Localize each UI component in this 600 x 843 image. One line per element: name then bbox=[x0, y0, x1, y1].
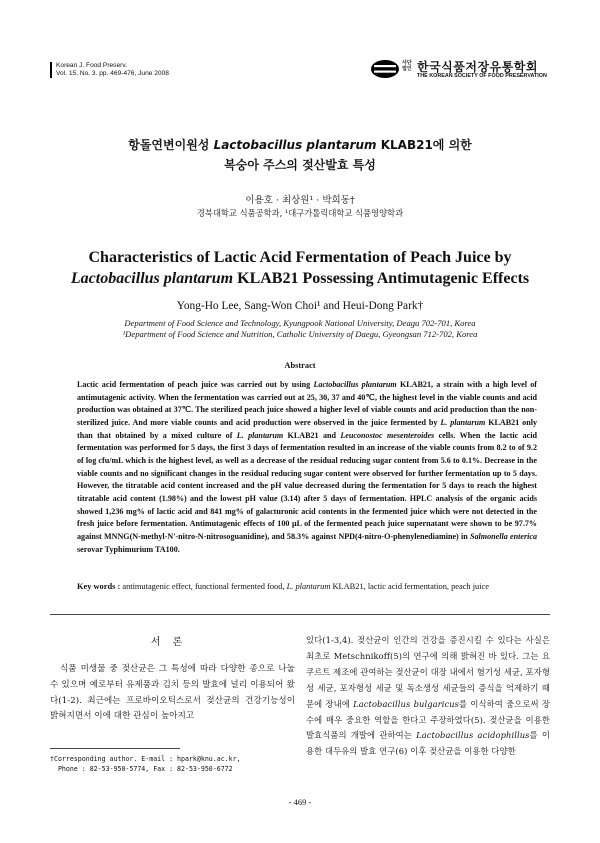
title-en-species: Lactobacillus plantarum bbox=[70, 270, 234, 287]
affiliation-ko: 경북대학교 식품공학과, ¹대구가톨릭대학교 식품영양학과 bbox=[196, 208, 404, 218]
authors-en: Yong-Ho Lee, Sang-Won Choi¹ and Heui-Dong Park† bbox=[176, 300, 424, 312]
affiliation-en-line2: ¹Department of Food Science and Nutrition, Catholic University of Daegu, Gyeongsan 712-702, Korea bbox=[122, 329, 478, 339]
title-ko-post: KLAB21에 의한 bbox=[376, 138, 472, 152]
intro-right-column bbox=[306, 633, 550, 760]
page-number: - 469 - bbox=[288, 797, 312, 807]
keywords-text: KLAB21, lactic acid fermentation, peach juice bbox=[330, 582, 489, 591]
footnote-phone: Phone : 82-53-950-5774, Fax : 82-53-950-6772 bbox=[50, 765, 233, 773]
intro-left-column: 식품 미생물 중 젖산균은 그 특성에 따라 다양한 종으로 나눌 수 있으며 예로부터 유제품과 김치 등의 발효에 널리 이용되어 왔다(1-2). 최근에는 프로바이오틱스로서 젖산균의 건강기능성이 밝혀지면서 이에 대한 관심이 높아지고 bbox=[50, 664, 295, 722]
title-en-line1: Characteristics of Lactic Acid Fermentation of Peach Juice by bbox=[88, 249, 512, 266]
title-en-post: KLAB21 Possessing Antimutagenic Effects bbox=[233, 270, 530, 287]
abstract-text: cells. When the lactic acid fermentation was performed for 5 days, the first 3 days of fermentation resulted in an increase of the viable counts from 8.2 to of 9.2 of log cfu/mL which is the highest level, as well as a decrease of the residual reducing sugar content from 5.6 to 0.1%. Decrease in the viable counts and no significant changes in the residual reducing sugar content were observed for further fermentation up to 5 days. However, the titratable acid content increased and the pH value decreased during the fermentation for 5 days to reach the highest titratable acid content (1.98%) and the lowest pH value (3.14) after 5 days of fermentation. HPLC analysis of the organic acids showed 1,236 mg% of lactic acid and 841 mg% of galacturonic acid contents in the fermented juice which were not detected in the fresh juice before fermentation. Antimutagenic effects of 100 μL of the fermented peach juice supernatant were shown to be 97.7% against MNNG(N-methyl-N'-nitro-N-nitrosoguanidine), and 58.3% against NPD(4-nitro-O-phenylenediamine) in bbox=[77, 430, 538, 541]
footnote-divider bbox=[50, 748, 180, 749]
keywords-label: Key words : bbox=[77, 582, 121, 591]
society-header bbox=[370, 58, 550, 82]
abstract-body bbox=[77, 379, 537, 556]
journal-volume: Vol. 15, No. 3. pp. 469-476, June 2008 bbox=[56, 70, 169, 77]
abstract-text: KLAB21 only than that obtained by a mixed culture of bbox=[77, 417, 537, 440]
abstract-species: L. plantarum bbox=[236, 430, 284, 440]
abstract-species: Salmonella enterica bbox=[470, 531, 537, 541]
abstract-text: serovar Typhimurium TA100. bbox=[77, 544, 180, 554]
society-logo-icon bbox=[370, 59, 400, 79]
title-ko-pre: 항돌연변이원성 bbox=[128, 138, 214, 152]
abstract-text: KLAB21 and bbox=[283, 430, 341, 440]
title-ko-line2: 복숭아 주스의 젖산발효 특성 bbox=[224, 158, 376, 172]
abstract-text: Lactic acid fermentation of peach juice was carried out by using bbox=[77, 380, 314, 389]
title-ko-species: Lactobacillus plantarum bbox=[213, 138, 377, 152]
journal-name: Korean J. Food Preserv. bbox=[56, 62, 127, 69]
authors-ko: 이용호 · 최상원¹ · 박희동† bbox=[245, 195, 355, 206]
society-est-label: 사단법인 bbox=[402, 60, 412, 72]
intro-text: 를 이용한 대두유의 발효 연구(6) 이후 젖산균을 이용한 다양한 bbox=[306, 730, 551, 757]
footnote-email: †Corresponding author. E-mail : hpark@knu.ac.kr, bbox=[50, 755, 241, 763]
keywords-species: L. plantarum bbox=[286, 582, 331, 591]
title-en-line2 bbox=[40, 268, 560, 289]
abstract-species: Lactobacillus plantarum bbox=[313, 380, 397, 389]
intro-species: Lactobacillus bulgaricus bbox=[353, 698, 460, 709]
abstract-heading: Abstract bbox=[284, 361, 316, 370]
keywords bbox=[77, 581, 537, 593]
abstract-species: Leuconostoc mesenteroides bbox=[340, 430, 435, 440]
abstract-species: L. plantarum bbox=[440, 417, 486, 427]
intro-text: 를 이식하여 줌으로써 장수에 매우 중요한 역할을 한다고 주장하였다(5). 젖산균을 이용한 발효식품의 개발에 관하여는 bbox=[306, 698, 550, 741]
affiliation-en bbox=[40, 318, 560, 340]
title-en bbox=[40, 247, 560, 289]
intro-text: 있다(1-3,4). 젖산균이 인간의 건강을 증진시킬 수 있다는 사실은 최초로 Metschnikoff(5)의 연구에 의해 밝혀진 바 있다. 그는 요쿠르트 제조에 관여하는 젖산균이 대장 내에서 혐기성 세균, 포자형성 세균, 포자형성 세균 및 독소생성 세균들의 증식을 억제하기 때문에 장내에 bbox=[306, 635, 550, 709]
society-name-ko: 한국식품저장유통학회 bbox=[417, 60, 538, 74]
keywords-text: antimutagenic effect, functional fermented food, bbox=[120, 582, 287, 591]
corresponding-footnote bbox=[50, 754, 295, 774]
section-title-intro: 서론 bbox=[150, 637, 195, 648]
affiliation-en-line1: Department of Food Science and Technology, Kyungpook National University, Deagu 702-701, Korea bbox=[124, 318, 476, 328]
society-name-en: THE KOREAN SOCIETY OF FOOD PRESERVATION bbox=[417, 73, 547, 79]
journal-citation bbox=[50, 62, 250, 78]
abstract-text: KLAB21, a strain with a high level of antimutagenic activity. When the fermentation was carried out at 25, 30, 37 and 40℃, the highest level in the viable counts and acid production was obtained at 37℃. The sterilized peach juice showed a higher level of viable counts and acid production than the non-sterilized juice. And more viable counts and acid production were observed in the juice fermented by bbox=[77, 380, 537, 427]
title-ko-line1 bbox=[60, 136, 540, 153]
divider bbox=[50, 614, 550, 615]
intro-species: Lactobacillus acidophillus bbox=[416, 730, 530, 741]
